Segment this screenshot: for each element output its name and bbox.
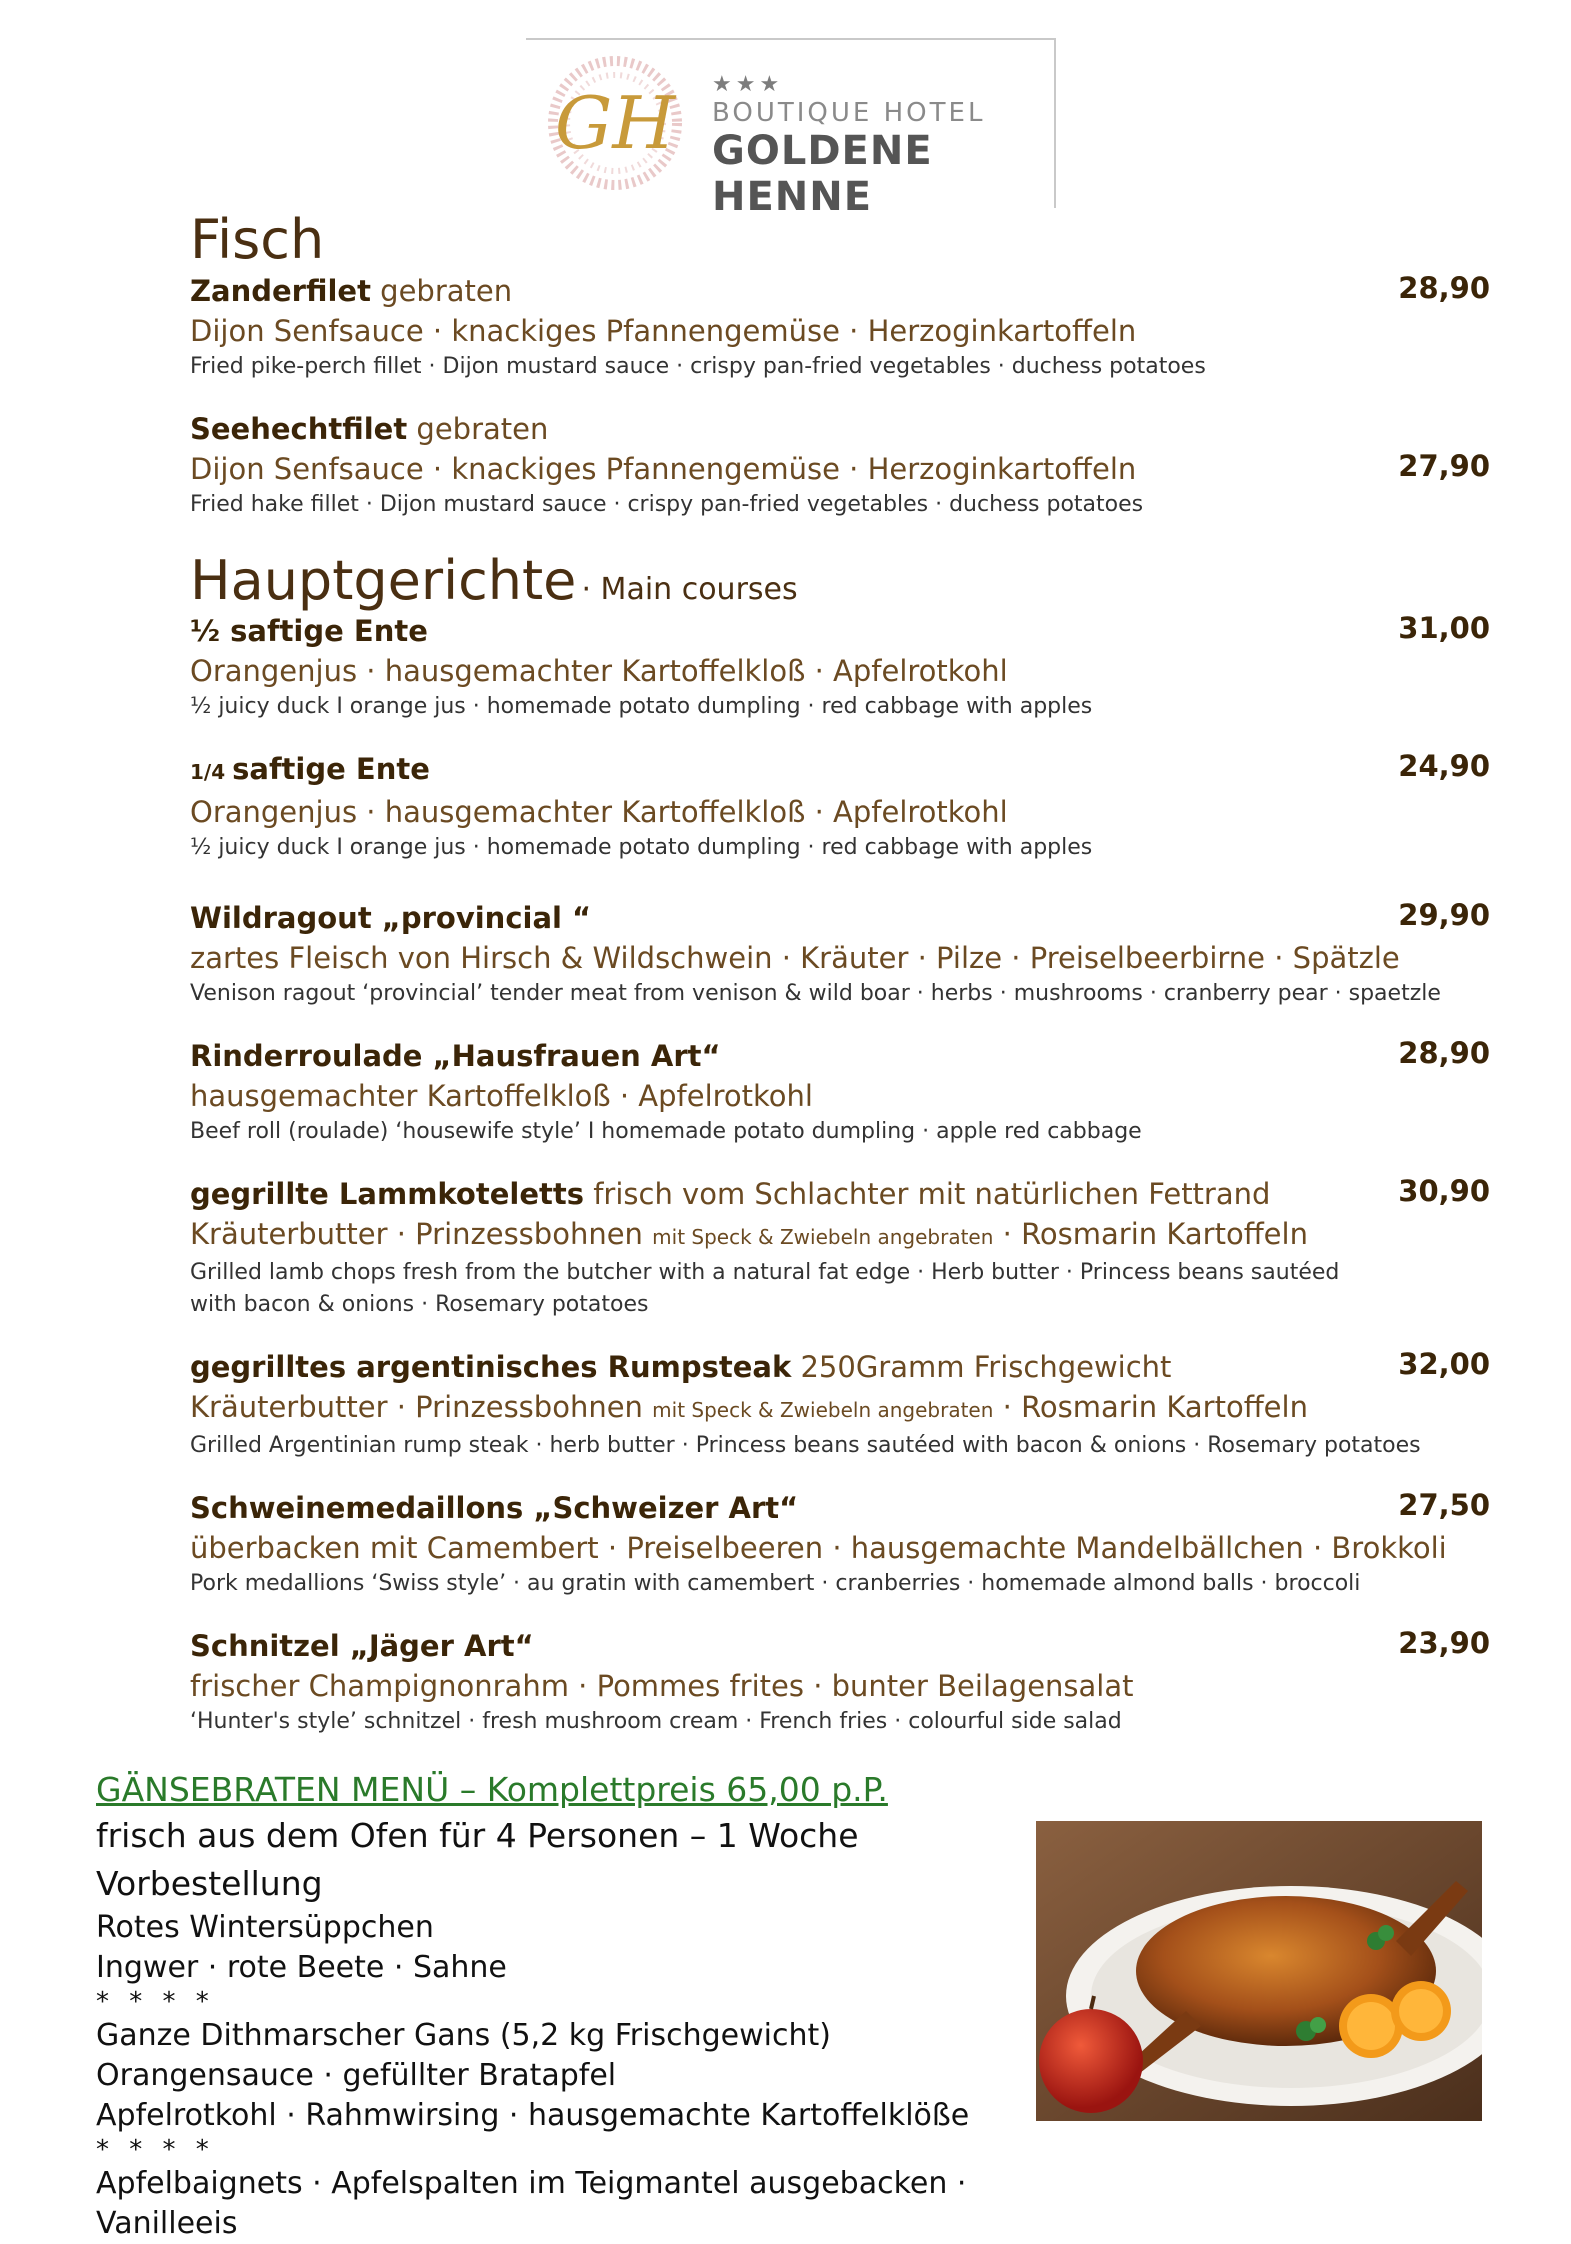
item-english: Fried hake fillet · Dijon mustard sauce · crispy pan-fried vegetables · duchess potatoes <box>190 492 1144 518</box>
menu-item <box>190 611 1490 723</box>
item-price: 24,90 <box>1398 748 1490 783</box>
section-title-haupt: Hauptgerichte <box>190 549 577 613</box>
goose-menu-title: GÄNSEBRATEN MENÜ – Komplettpreis 65,00 p.P. <box>96 1770 888 1809</box>
item-price: 28,90 <box>1398 271 1490 306</box>
menu-item <box>190 1347 1490 1462</box>
item-price: 31,00 <box>1398 610 1490 645</box>
item-english: Grilled Argentinian rump steak · herb butter · Princess beans sautéed with bacon & onions · Rosemary potatoes <box>190 1432 1421 1458</box>
goose-menu-lead: frisch aus dem Ofen für 4 Personen – 1 Woche Vorbestellung <box>96 1816 859 1903</box>
goose-menu <box>96 1768 1036 2244</box>
course-separator: * * * * <box>96 2135 215 2165</box>
item-price: 28,90 <box>1398 1035 1490 1070</box>
item-english: Pork medallions ‘Swiss style’ · au gratin with camembert · cranberries · homemade almond balls · broccoli <box>190 1570 1361 1596</box>
item-description: zartes Fleisch von Hirsch & Wildschwein · Kräuter · Pilze · Preiselbeerbirne · Spätzle <box>190 940 1400 975</box>
item-description: Orangenjus · hausgemachter Kartoffelkloß · Apfelrotkohl <box>190 653 1008 688</box>
goose-course-line: Rotes Wintersüppchen <box>96 1910 434 1945</box>
item-price: 27,50 <box>1398 1487 1490 1522</box>
item-english: ½ juicy duck I orange jus · homemade potato dumpling · red cabbage with apples <box>190 693 1093 719</box>
item-description: überbacken mit Camembert · Preiselbeeren · hausgemachte Mandelbällchen · Brokkoli <box>190 1530 1447 1565</box>
item-price: 29,90 <box>1398 897 1490 932</box>
section-header-haupt <box>190 549 1490 613</box>
logo-hotel-name: GOLDENE HENNE <box>712 128 933 220</box>
logo-monogram: GH <box>554 81 676 165</box>
logo-subtitle: BOUTIQUE HOTEL <box>712 98 986 128</box>
item-english: ½ juicy duck I orange jus · homemade potato dumpling · red cabbage with apples <box>190 834 1093 860</box>
item-english: Venison ragout ‘provincial’ tender meat from venison & wild boar · herbs · mushrooms · cranberry pear · spaetzle <box>190 980 1441 1006</box>
item-name: Zanderfilet gebraten <box>190 274 513 309</box>
item-english: ‘Hunter's style’ schnitzel · fresh mushroom cream · French fries · colourful side salad <box>190 1708 1122 1734</box>
menu-item <box>190 1174 1490 1321</box>
item-name: Seehechtfilet gebraten <box>190 412 549 447</box>
goose-course-line: Apfelbaignets · Apfelspalten im Teigmantel ausgebacken · Vanilleeis <box>96 2166 967 2241</box>
menu-item <box>190 898 1490 1010</box>
item-english: Grilled lamb chops fresh from the butcher with a natural fat edge · Herb butter · Princess beans sautéed <box>190 1259 1340 1285</box>
menu-item <box>190 1036 1490 1148</box>
item-name: Schweinemedaillons „Schweizer Art“ <box>190 1490 799 1525</box>
item-english: Fried pike-perch fillet · Dijon mustard sauce · crispy pan-fried vegetables · duchess potatoes <box>190 354 1206 380</box>
item-name: 1/4 saftige Ente <box>190 751 430 786</box>
course-separator: * * * * <box>96 1987 215 2017</box>
menu-item <box>190 271 1490 383</box>
item-price: 30,90 <box>1398 1173 1490 1208</box>
section-title-fisch: Fisch <box>190 208 325 271</box>
roast-goose-photo <box>1036 1821 1482 2121</box>
item-english-cont: with bacon & onions · Rosemary potatoes <box>190 1291 649 1317</box>
item-english: Beef roll (roulade) ‘housewife style’ I homemade potato dumpling · apple red cabbage <box>190 1118 1142 1144</box>
item-description: frischer Champignonrahm · Pommes frites · bunter Beilagensalat <box>190 1668 1134 1703</box>
menu-item <box>190 409 1490 521</box>
item-name: Rinderroulade „Hausfrauen Art“ <box>190 1038 721 1073</box>
item-description: Kräuterbutter · Prinzessbohnen mit Speck & Zwiebeln angebraten · Rosmarin Kartoffeln <box>190 1389 1308 1424</box>
menu-content <box>190 210 1490 1738</box>
item-name: Wildragout „provincial “ <box>190 900 592 935</box>
section-subtitle-haupt: · Main courses <box>581 572 798 608</box>
item-description: hausgemachter Kartoffelkloß · Apfelrotkohl <box>190 1078 813 1113</box>
goose-course-line: Ganze Dithmarscher Gans (5,2 kg Frischgewicht) <box>96 2018 831 2053</box>
logo-stars: ★★★ <box>712 72 784 97</box>
hotel-logo <box>526 38 1056 220</box>
item-description: Dijon Senfsauce · knackiges Pfannengemüse · Herzoginkartoffeln <box>190 314 1137 349</box>
item-name: gegrilltes argentinisches Rumpsteak 250Gramm Frischgewicht <box>190 1349 1172 1384</box>
menu-item <box>190 749 1490 864</box>
menu-item <box>190 1626 1490 1738</box>
item-name: gegrillte Lammkoteletts frisch vom Schlachter mit natürlichen Fettrand <box>190 1176 1271 1211</box>
goose-course-line: Ingwer · rote Beete · Sahne <box>96 1950 507 1985</box>
item-description: Kräuterbutter · Prinzessbohnen mit Speck & Zwiebeln angebraten · Rosmarin Kartoffeln <box>190 1216 1308 1251</box>
item-price: 32,00 <box>1398 1346 1490 1381</box>
item-name: Schnitzel „Jäger Art“ <box>190 1628 534 1663</box>
item-description: Dijon Senfsauce · knackiges Pfannengemüse · Herzoginkartoffeln <box>190 452 1137 487</box>
item-name: ½ saftige Ente <box>190 613 428 648</box>
item-price: 27,90 <box>1398 449 1490 484</box>
item-description: Orangenjus · hausgemachter Kartoffelkloß · Apfelrotkohl <box>190 794 1008 829</box>
goose-course-line: Orangensauce · gefüllter Bratapfel <box>96 2058 617 2093</box>
menu-item <box>190 1488 1490 1600</box>
item-price: 23,90 <box>1398 1625 1490 1660</box>
logo-emblem-icon <box>540 48 690 198</box>
goose-course-line: Apfelrotkohl · Rahmwirsing · hausgemachte Kartoffelklöße <box>96 2098 970 2133</box>
roast-goose-image <box>1036 1821 1482 2121</box>
